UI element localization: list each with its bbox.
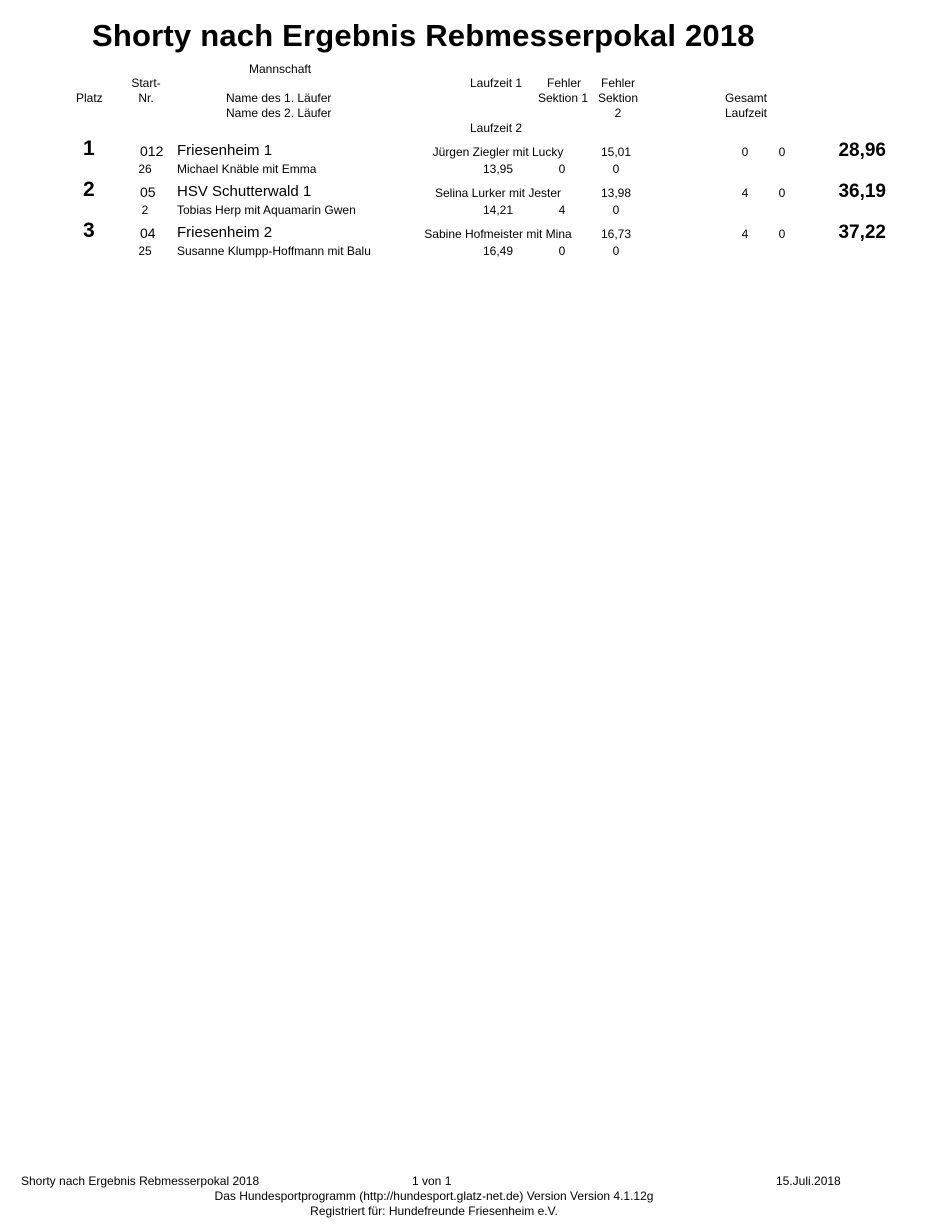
header-platz: Platz — [76, 91, 103, 105]
result-place: 3 — [83, 219, 95, 242]
page-title: Shorty nach Ergebnis Rebmesserpokal 2018 — [92, 18, 755, 53]
footer-date: 15.Juli.2018 — [776, 1174, 841, 1188]
header-start-line1: Start- — [131, 76, 161, 90]
result-fehler2-b: 0 — [612, 203, 620, 217]
result-runner2-start-number: 25 — [138, 244, 152, 258]
header-fehler2-line3: 2 — [614, 106, 622, 120]
result-total: 28,96 — [838, 140, 886, 161]
result-time2: 13,95 — [482, 162, 514, 176]
result-team-start-number: 012 — [140, 143, 164, 159]
result-runner2: Tobias Herp mit Aquamarin Gwen — [177, 203, 356, 217]
header-gesamt-line2: Laufzeit — [724, 106, 768, 120]
result-time2: 16,49 — [482, 244, 514, 258]
header-laufzeit1: Laufzeit 1 — [470, 76, 523, 90]
result-runner1: Selina Lurker mit Jester — [434, 186, 562, 200]
result-place: 2 — [83, 178, 95, 201]
header-mannschaft: Mannschaft — [249, 62, 312, 76]
footer-page-number: 1 von 1 — [412, 1174, 452, 1188]
footer-program-info: Das Hundesportprogramm (http://hundesport.glatz-net.de) Version Version 4.1.12g — [214, 1189, 654, 1203]
result-time1: 16,73 — [600, 227, 632, 241]
result-fehler-b: 0 — [778, 145, 786, 159]
result-fehler2-a: 0 — [558, 162, 566, 176]
result-total: 36,19 — [838, 181, 886, 202]
result-runner1: Jürgen Ziegler mit Lucky — [432, 145, 564, 159]
header-fehler2-line2: Sektion — [597, 91, 639, 105]
result-time1: 15,01 — [600, 145, 632, 159]
result-place: 1 — [83, 137, 95, 160]
header-start-line2: Nr. — [138, 91, 154, 105]
header-laufzeit2: Laufzeit 2 — [470, 121, 523, 135]
header-name1: Name des 1. Läufer — [226, 91, 332, 105]
header-fehler1-line1: Fehler — [546, 76, 581, 90]
result-runner2-start-number: 2 — [141, 203, 149, 217]
result-team-name: Friesenheim 2 — [177, 224, 273, 241]
result-fehler2-b: 0 — [612, 162, 620, 176]
result-fehler-a: 0 — [741, 145, 749, 159]
footer-registration: Registriert für: Hundefreunde Friesenheim e.V. — [310, 1204, 558, 1218]
header-gesamt-line1: Gesamt — [724, 91, 767, 105]
result-team-name: Friesenheim 1 — [177, 142, 273, 159]
result-fehler-a: 4 — [741, 227, 749, 241]
footer-title: Shorty nach Ergebnis Rebmesserpokal 2018 — [21, 1174, 260, 1188]
result-runner2: Michael Knäble mit Emma — [177, 162, 317, 176]
result-fehler-b: 0 — [778, 186, 786, 200]
result-time1: 13,98 — [600, 186, 632, 200]
result-total: 37,22 — [838, 222, 886, 243]
header-fehler2-line1: Fehler — [600, 76, 635, 90]
result-runner2-start-number: 26 — [138, 162, 152, 176]
result-fehler2-a: 0 — [558, 244, 566, 258]
result-fehler2-a: 4 — [558, 203, 566, 217]
header-name2: Name des 2. Läufer — [226, 106, 332, 120]
result-runner2: Susanne Klumpp-Hoffmann mit Balu — [177, 244, 371, 258]
header-fehler1-line2: Sektion 1 — [537, 91, 589, 105]
result-fehler-a: 4 — [741, 186, 749, 200]
result-team-start-number: 04 — [140, 225, 156, 241]
result-fehler-b: 0 — [778, 227, 786, 241]
result-time2: 14,21 — [482, 203, 514, 217]
result-team-name: HSV Schutterwald 1 — [177, 183, 312, 200]
result-runner1: Sabine Hofmeister mit Mina — [424, 227, 572, 241]
result-fehler2-b: 0 — [612, 244, 620, 258]
result-team-start-number: 05 — [140, 184, 156, 200]
